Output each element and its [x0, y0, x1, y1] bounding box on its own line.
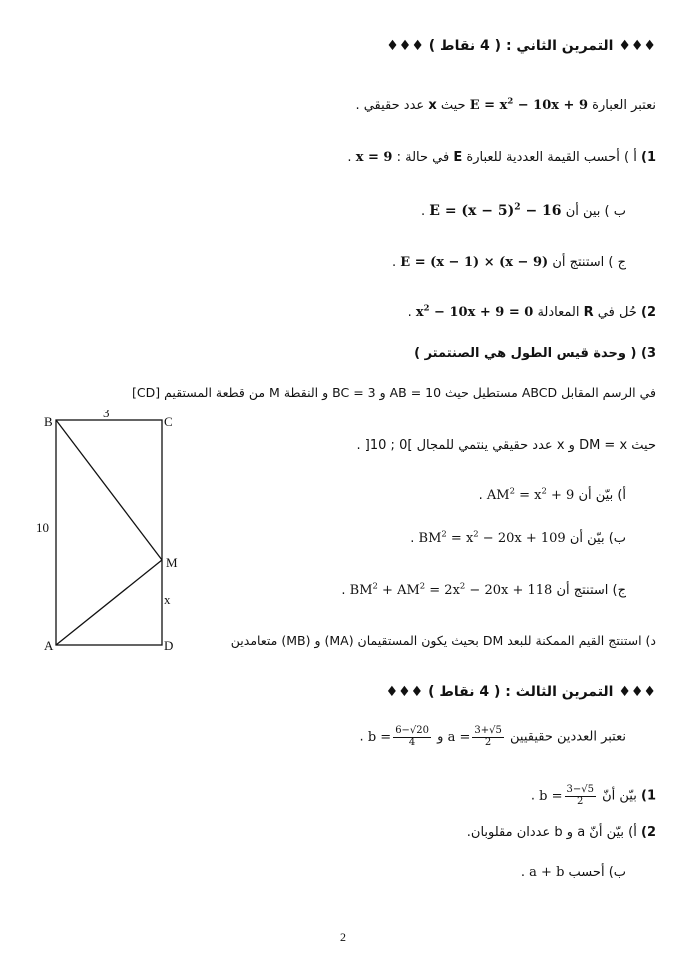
question-3c: ج) استنتج أن $BM^2 + AM^2 = 2x^2 - 20x + 118$ . [341, 580, 626, 598]
question-3d: د) استنتج القيم الممكنة للبعد DM بحيث يكون المستقيمان (MA) و (MB) متعامدين [230, 633, 656, 648]
label-dm-length: x [164, 592, 171, 607]
exercise-3-question-1: 1) بيّن أنّ b = $\frac{3-√5}{2}$ . [530, 784, 656, 807]
question-3-where: حيث DM = x و x عدد حقيقي ينتمي للمجال ]0 ; 10[ . [356, 438, 656, 453]
question-1c: ج ) استنتج أن E = (x − 1) × (x − 9) . [392, 255, 626, 270]
fraction-b-simplified: $\frac{3-√5}{2}$ [566, 784, 594, 807]
exercise-3-question-2b: ب) أحسب a + b . [520, 865, 626, 880]
question-3a: أ) بيّن أن $AM^2 = x^2 + 9$ . [478, 485, 626, 503]
question-3-statement: في الرسم المقابل ABCD مستطيل حيث AB = 10 و BC = 3 و النقطة M من قطعة المستقيم [CD] [132, 385, 656, 400]
page-number: 2 [340, 930, 346, 944]
label-d: D [164, 638, 174, 653]
exercise-3-title: ♦♦♦ التمرين الثالث : ( 4 نقاط ) ♦♦♦ [385, 684, 656, 700]
question-3-header: 3) ( وحدة قيس الطول هي الصنتمتر ) [414, 346, 656, 361]
question-2: 2) حُل في R المعادلة $x^2 - 10x + 9 = 0$ . [407, 302, 656, 320]
segment-bm [56, 420, 162, 560]
fraction-b: $\frac{6-√20}{4}$ [395, 725, 430, 748]
question-1a: 1) أ ) أحسب القيمة العددية للعبارة E في حالة : x = 9 . [347, 150, 656, 165]
label-m: M [166, 555, 178, 570]
exercise-2-title: ♦♦♦ التمرين الثاني : ( 4 نقاط ) ♦♦♦ [386, 38, 656, 54]
label-c: C [164, 414, 173, 429]
segment-am [56, 560, 162, 645]
label-b: B [44, 414, 53, 429]
question-1b: ب ) بين أن $E = (x - 5)^2 - 16$ . [421, 201, 626, 219]
label-bc-length: 3 [103, 410, 110, 420]
question-3b: ب) بيّن أن $BM^2 = x^2 - 20x + 109$ . [410, 528, 626, 546]
label-a: A [44, 638, 54, 653]
rectangle-figure [30, 410, 180, 655]
exercise-3-intro: نعتبر العددين حقيقيين a = $\frac{3+√5}{2}$ و b = $\frac{6-√20}{4}$ . [359, 725, 626, 748]
exercise-2-intro: نعتبر العبارة $E = x^2 - 10x + 9$ حيث x عدد حقيقي . [355, 95, 656, 113]
rectangle-abcd [56, 420, 162, 645]
fraction-a: $\frac{3+√5}{2}$ [474, 725, 502, 748]
exercise-3-question-2a: 2) أ) بيّن أنّ a و b عددان مقلوبان. [466, 825, 656, 840]
label-ab-length: 10 [36, 520, 49, 535]
